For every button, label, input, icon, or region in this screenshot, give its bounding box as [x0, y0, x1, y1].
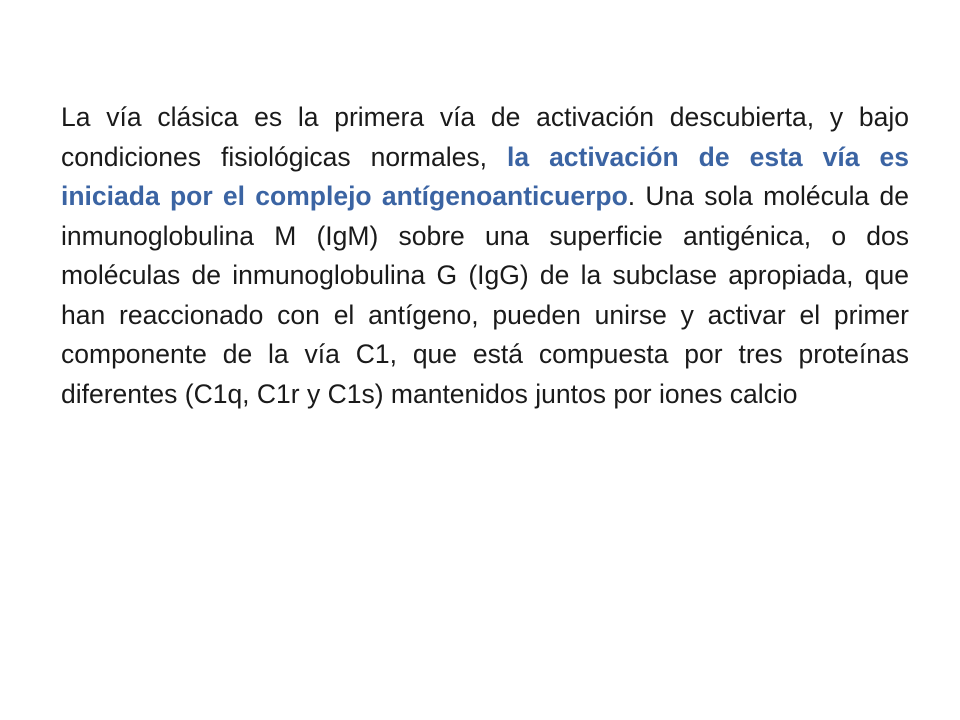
paragraph-lead: La vía clásica es la primera vía de activación descubierta, y bajo condiciones fisiológicas normales, [61, 102, 909, 172]
paragraph-rest: . Una sola molécula de inmunoglobulina M (IgM) sobre una superficie antigénica, o dos moléculas de inmunoglobulina G (IgG) de la subclase apropiada, que han reaccionado con el antígeno, pueden unirse y activar el primer componente de la vía C1, que está compuesta por tres proteínas diferentes (C1q, C1r y C1s) mantenidos juntos por iones calcio [61, 181, 909, 409]
body-paragraph [61, 98, 909, 414]
paragraph-highlight: la activación de esta vía es iniciada por el complejo antígenoanticuerpo [61, 141, 909, 211]
